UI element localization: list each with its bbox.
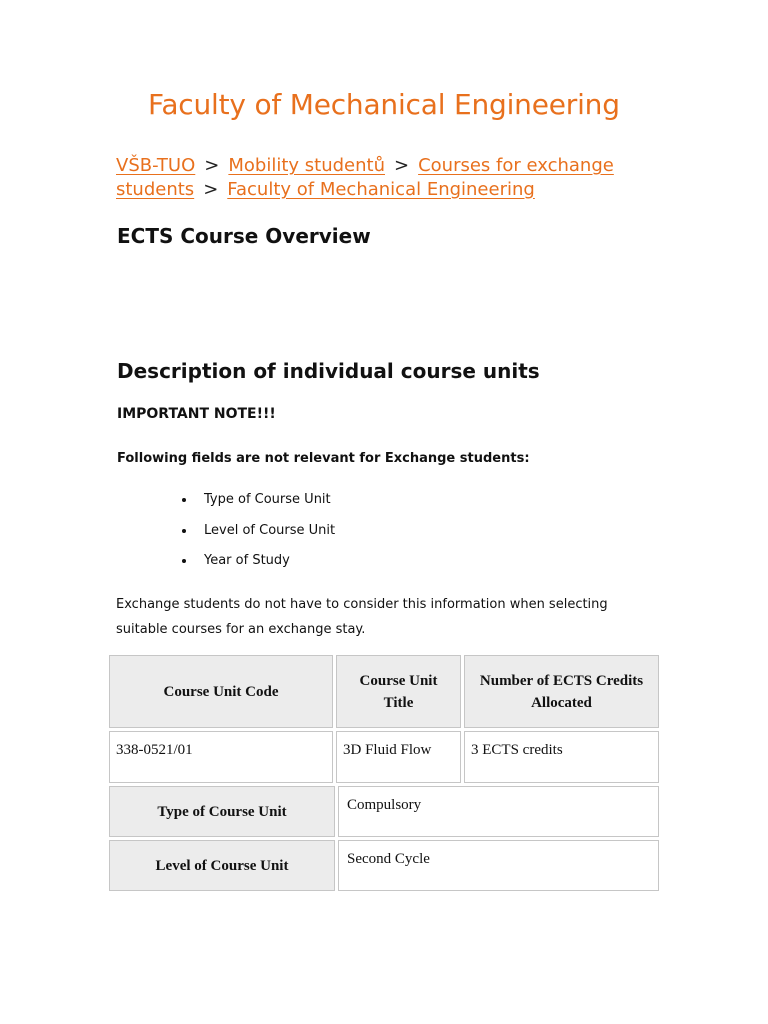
table-cell-code: 338-0521/01	[109, 731, 333, 783]
table-header-title: Course Unit Title	[336, 655, 461, 728]
section-heading-description: Description of individual course units	[117, 359, 540, 383]
breadcrumb-separator: >	[204, 155, 220, 176]
list-item	[160, 490, 335, 521]
type-label: Type of Course Unit	[109, 786, 335, 837]
list-item-label: Level of Course Unit	[204, 522, 336, 538]
important-note: IMPORTANT NOTE!!!	[117, 406, 276, 422]
breadcrumb-link-faculty[interactable]: Faculty of Mechanical Engineering	[227, 179, 535, 200]
exchange-note: Exchange students do not have to consider this information when selecting suitable courses for an exchange stay.	[116, 597, 608, 637]
type-value: Compulsory	[338, 786, 659, 837]
fields-intro: Following fields are not relevant for Exchange students:	[117, 451, 530, 466]
table-header-code: Course Unit Code	[109, 655, 333, 728]
list-item	[160, 521, 335, 552]
bullet-icon	[182, 498, 186, 502]
table-cell-title: 3D Fluid Flow	[336, 731, 461, 783]
irrelevant-fields-list	[160, 490, 335, 582]
section-heading-overview: ECTS Course Overview	[117, 224, 371, 248]
breadcrumb-separator: >	[203, 179, 219, 200]
table-header-credits: Number of ECTS Credits Allocated	[464, 655, 659, 728]
bullet-icon	[182, 559, 186, 563]
level-value: Second Cycle	[338, 840, 659, 891]
list-item-label: Type of Course Unit	[204, 492, 331, 507]
level-label: Level of Course Unit	[109, 840, 335, 891]
breadcrumb-link-vsb-tuo[interactable]: VŠB-TUO	[116, 155, 196, 176]
breadcrumb-link-courses[interactable]: Courses for exchange students	[116, 155, 614, 200]
list-item-label: Year of Study	[204, 553, 290, 568]
breadcrumb-link-mobility[interactable]: Mobility studentů	[228, 155, 385, 176]
breadcrumb	[116, 154, 676, 202]
breadcrumb-separator: >	[394, 155, 410, 176]
bullet-icon	[182, 529, 186, 533]
page-title: Faculty of Mechanical Engineering	[148, 88, 620, 121]
table-cell-credits: 3 ECTS credits	[464, 731, 659, 783]
list-item	[160, 551, 335, 582]
